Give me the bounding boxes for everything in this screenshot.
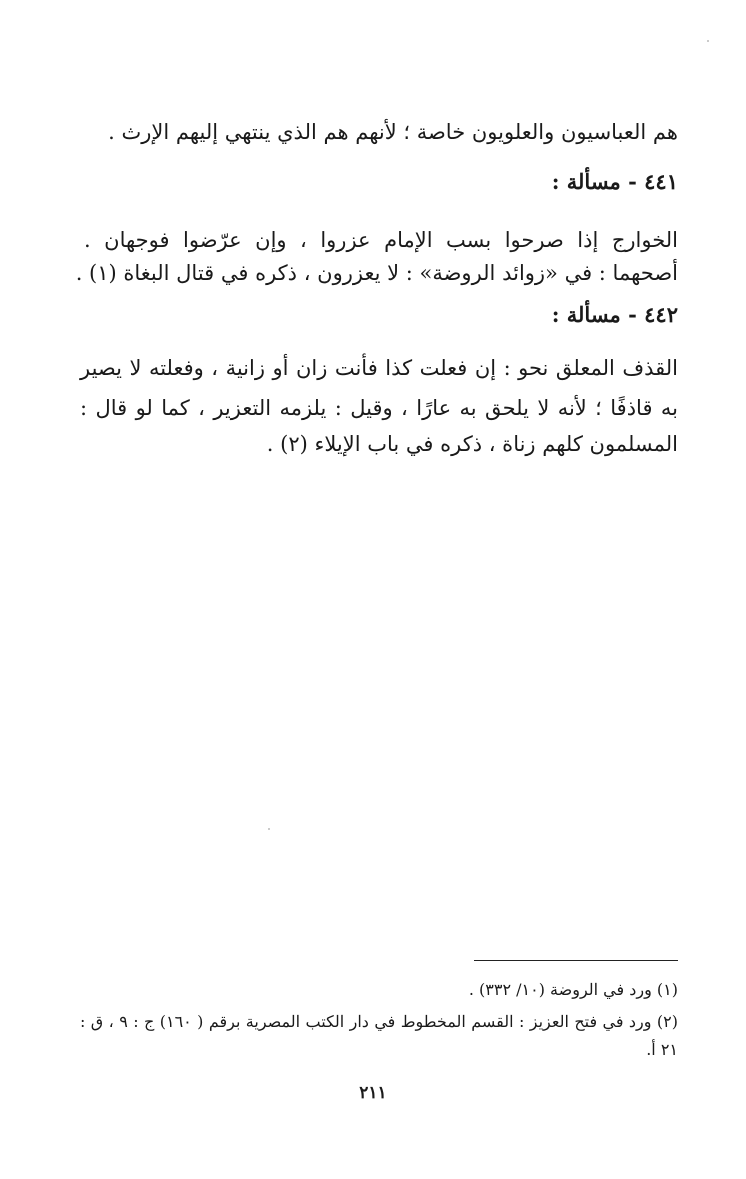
paragraph-line: هم العباسيون والعلويون خاصة ؛ لأنهم هم الذي ينتهي إليهم الإرث . (108, 120, 678, 144)
page-number: ٢١١ (359, 1083, 387, 1103)
paragraph-line: القذف المعلق نحو : إن فعلت كذا فأنت زان أو زانية ، وفعلته لا يصير (80, 356, 678, 380)
paragraph-line: الخوارج إذا صرحوا بسب الإمام عزروا ، وإن عرّضوا فوجهان . (84, 228, 678, 252)
section-heading-441: ٤٤١ - مسألة : (551, 169, 678, 194)
footnote-2-line-1: (٢) ورد في فتح العزيز : القسم المخطوط في دار الكتب المصرية برقم ( ١٦٠) ج : ٩ ، ق : (80, 1012, 679, 1031)
paragraph-line: به قاذفًا ؛ لأنه لا يلحق به عارًا ، وقيل : يلزمه التعزير ، كما لو قال : (80, 396, 678, 420)
footnote-2-line-2: ٢١ أ. (646, 1040, 678, 1059)
footnote-separator (474, 960, 678, 961)
footnote-1: (١) ورد في الروضة (١٠/ ٣٣٢) . (468, 980, 678, 999)
scan-speck (268, 828, 270, 830)
scan-speck (707, 40, 709, 42)
section-heading-442: ٤٤٢ - مسألة : (551, 302, 678, 327)
paragraph-line: أصحهما : في «زوائد الروضة» : لا يعزرون ، ذكره في قتال البغاة (١) . (75, 261, 678, 285)
paragraph-line: المسلمون كلهم زناة ، ذكره في باب الإيلاء (٢) . (266, 432, 678, 456)
